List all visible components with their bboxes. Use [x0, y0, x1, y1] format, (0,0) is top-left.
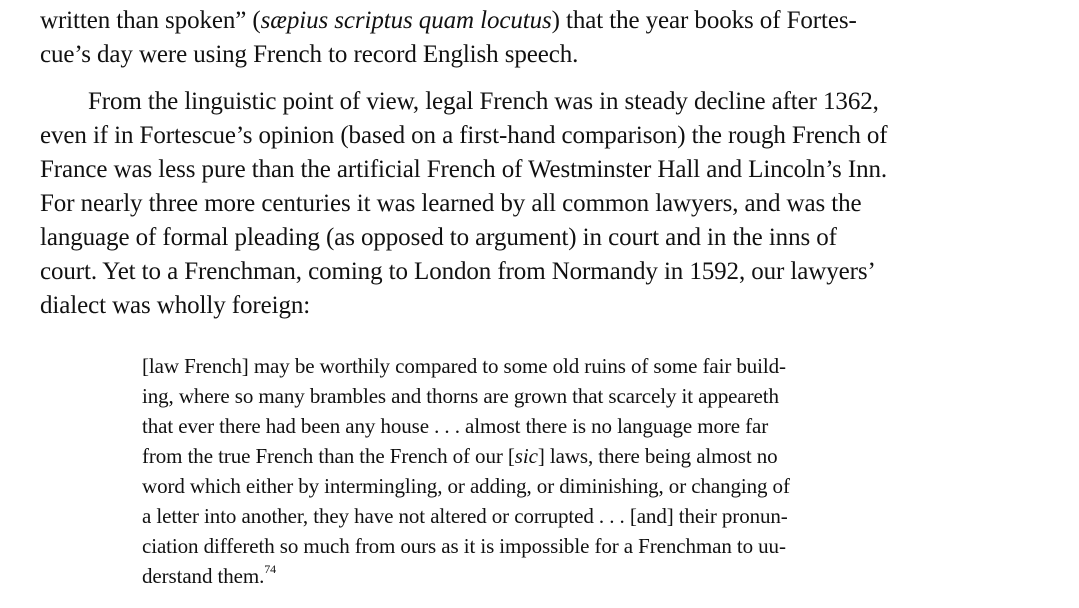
- footnote-reference[interactable]: 74: [264, 562, 277, 576]
- sic-italic: sic: [514, 444, 538, 468]
- quote-line5: word which either by intermingling, or adding, or diminishing, or changing of: [142, 474, 790, 498]
- paragraph2-line2: even if in Fortescue’s opinion (based on a first-hand comparison) the rough French of: [40, 122, 888, 149]
- quote-line6: a letter into another, they have not altered or corrupted . . . [and] their pronun-: [142, 504, 788, 528]
- latin-phrase: sæpius scriptus quam locutus: [260, 7, 552, 34]
- text-run: derstand them.: [142, 564, 265, 588]
- text-run: ) that the year books of Fortes-: [551, 7, 857, 34]
- paragraph1-line2: cue’s day were using French to record English speech.: [40, 41, 579, 68]
- paragraph1-line1: [40, 4, 857, 38]
- paragraph2-line6: court. Yet to a Frenchman, coming to London from Normandy in 1592, our lawyers’: [40, 258, 876, 285]
- quote-line1: [law French] may be worthily compared to some old ruins of some fair build-: [142, 354, 786, 378]
- quote-line4: [142, 441, 778, 471]
- quote-line8: [142, 561, 276, 591]
- text-run: from the true French than the French of our [: [142, 444, 515, 468]
- paragraph2-line7: dialect was wholly foreign:: [40, 292, 311, 319]
- text-run: written than spoken” (: [40, 7, 261, 34]
- quote-line7: ciation differeth so much from ours as it is impossible for a Frenchman to uu-: [142, 534, 786, 558]
- text-run: ] laws, there being almost no: [537, 444, 778, 468]
- paragraph2-line1: From the linguistic point of view, legal French was in steady decline after 1362,: [88, 88, 879, 115]
- quote-line3: that ever there had been any house . . . almost there is no language more far: [142, 414, 769, 438]
- paragraph2-line3: France was less pure than the artificial French of Westminster Hall and Lincoln’s Inn.: [40, 156, 888, 183]
- paragraph2-line4: For nearly three more centuries it was learned by all common lawyers, and was the: [40, 190, 862, 217]
- paragraph2-line5: language of formal pleading (as opposed to argument) in court and in the inns of: [40, 224, 837, 251]
- quote-line2: ing, where so many brambles and thorns are grown that scarcely it appeareth: [142, 384, 779, 408]
